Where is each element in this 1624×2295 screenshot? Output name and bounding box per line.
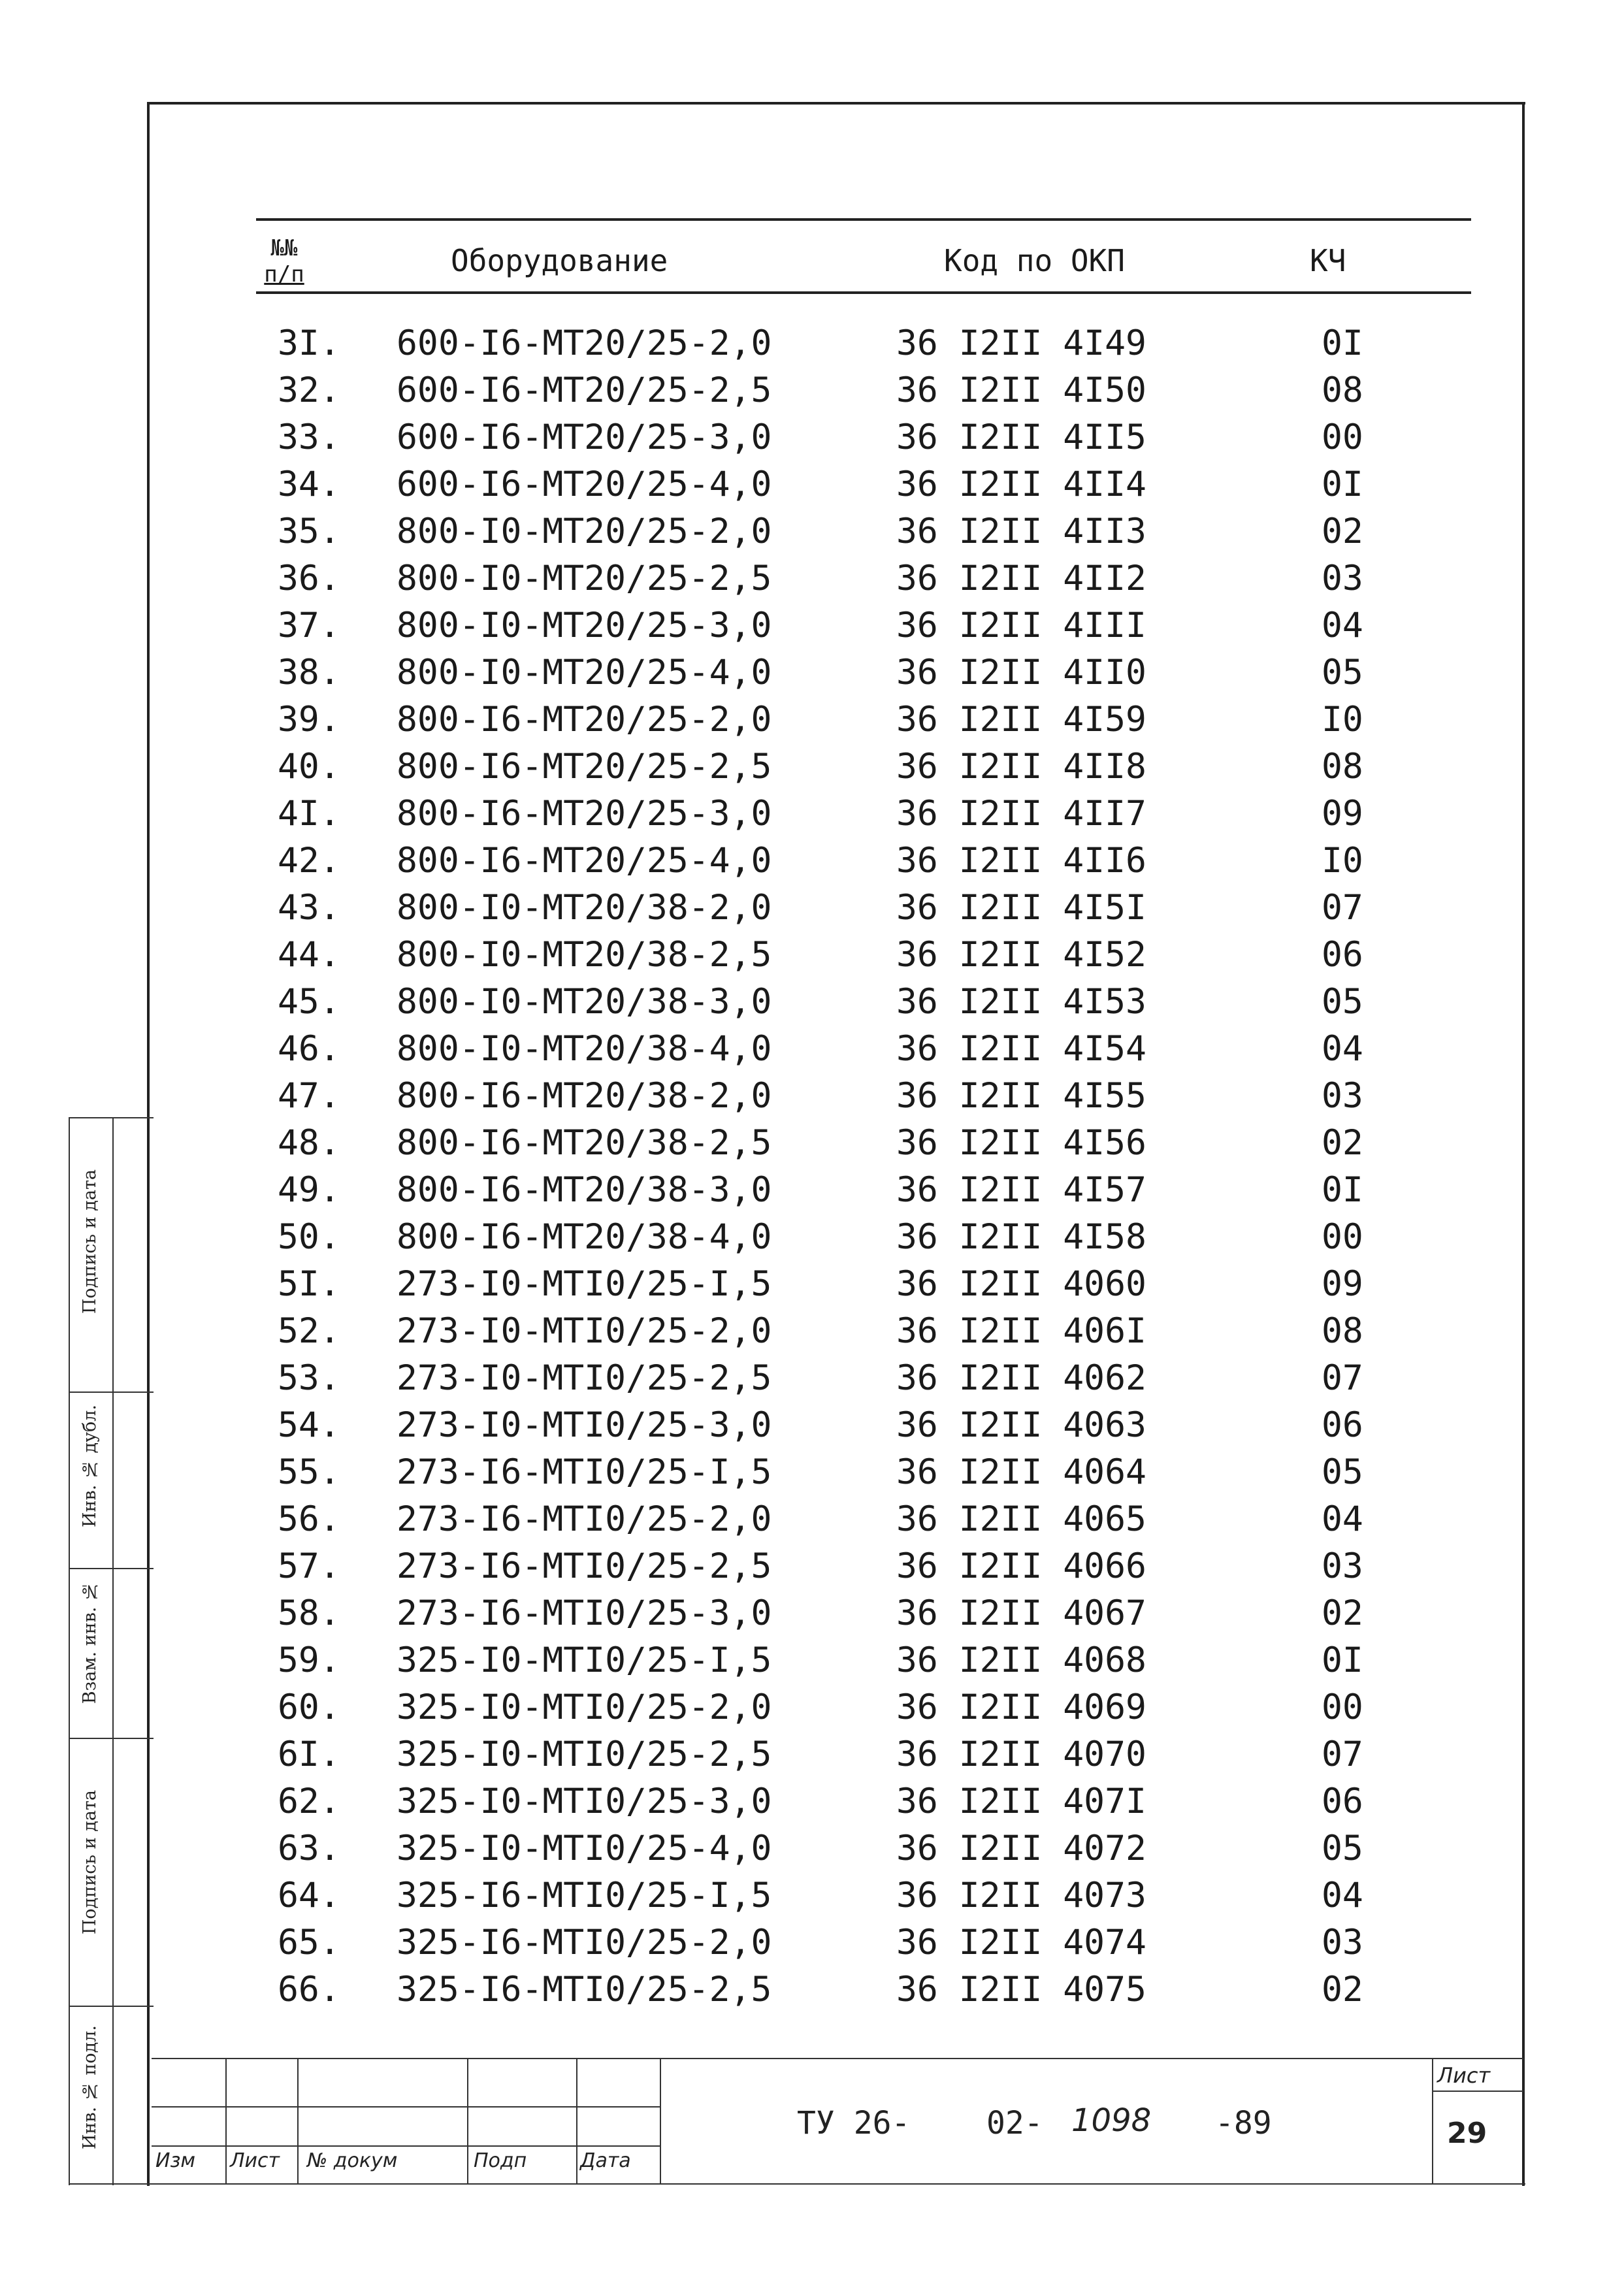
table-row bbox=[0, 790, 1624, 838]
table-row bbox=[0, 367, 1624, 414]
row-okp-code: 36 I2II 4072 bbox=[896, 1829, 1146, 1868]
row-equipment: 800-I6-МТ20/38-2,5 bbox=[397, 1123, 772, 1163]
row-kch: 03 bbox=[1322, 1923, 1363, 1962]
row-equipment: 800-I0-МТ20/25-2,0 bbox=[397, 512, 772, 551]
row-equipment: 800-I6-МТ20/25-3,0 bbox=[397, 794, 772, 834]
row-kch: 05 bbox=[1322, 1829, 1363, 1868]
header-number-top: №№ bbox=[270, 235, 298, 261]
stamp-inv-dubl: Инв. № дубл. bbox=[80, 1405, 100, 1527]
row-number: 36. bbox=[278, 559, 340, 598]
row-equipment: 800-I0-МТ20/25-4,0 bbox=[397, 653, 772, 692]
table-row bbox=[0, 1731, 1624, 1778]
row-kch: 04 bbox=[1322, 1029, 1363, 1069]
row-okp-code: 36 I2II 4I59 bbox=[896, 700, 1146, 740]
row-number: 64. bbox=[278, 1876, 340, 1915]
row-kch: 08 bbox=[1322, 1311, 1363, 1351]
row-okp-code: 36 I2II 4I58 bbox=[896, 1217, 1146, 1257]
title-col-doc: № докум bbox=[307, 2149, 398, 2172]
table-row bbox=[0, 1261, 1624, 1308]
designation-number: 1098 bbox=[1071, 2102, 1152, 2139]
row-equipment: 800-I6-МТ20/25-4,0 bbox=[397, 841, 772, 881]
row-number: 38. bbox=[278, 653, 340, 692]
table-row bbox=[0, 932, 1624, 979]
header-top-rule bbox=[256, 218, 1471, 221]
row-kch: 02 bbox=[1322, 512, 1363, 551]
table-row bbox=[0, 885, 1624, 932]
row-okp-code: 36 I2II 4II7 bbox=[896, 794, 1146, 834]
table-row bbox=[0, 1402, 1624, 1449]
designation-prefix: ТУ 26- bbox=[797, 2105, 911, 2141]
table-row bbox=[0, 320, 1624, 367]
row-number: 40. bbox=[278, 747, 340, 787]
row-kch: 02 bbox=[1322, 1123, 1363, 1163]
row-equipment: 800-I0-МТ20/38-2,5 bbox=[397, 935, 772, 975]
row-okp-code: 36 I2II 4I54 bbox=[896, 1029, 1146, 1069]
row-number: 65. bbox=[278, 1923, 340, 1962]
row-equipment: 800-I6-МТ20/38-3,0 bbox=[397, 1170, 772, 1210]
row-okp-code: 36 I2II 4060 bbox=[896, 1264, 1146, 1304]
table-row bbox=[0, 1590, 1624, 1637]
row-number: 58. bbox=[278, 1593, 340, 1633]
row-equipment: 325-I0-МТI0/25-I,5 bbox=[397, 1640, 772, 1680]
row-okp-code: 36 I2II 4II0 bbox=[896, 653, 1146, 692]
row-number: 39. bbox=[278, 700, 340, 740]
table-row bbox=[0, 649, 1624, 696]
row-okp-code: 36 I2II 4I5I bbox=[896, 888, 1146, 928]
stamp-inv-podl: Инв. № подл. bbox=[80, 2025, 100, 2150]
row-equipment: 325-I0-МТI0/25-4,0 bbox=[397, 1829, 772, 1868]
table-row bbox=[0, 1449, 1624, 1496]
row-kch: 02 bbox=[1322, 1593, 1363, 1633]
row-equipment: 325-I6-МТI0/25-2,0 bbox=[397, 1923, 772, 1962]
row-number: 63. bbox=[278, 1829, 340, 1868]
header-code: Код по ОКП bbox=[944, 243, 1125, 278]
row-equipment: 800-I6-МТ20/38-4,0 bbox=[397, 1217, 772, 1257]
row-kch: 00 bbox=[1322, 1217, 1363, 1257]
row-okp-code: 36 I2II 4II6 bbox=[896, 841, 1146, 881]
row-kch: 00 bbox=[1322, 417, 1363, 457]
table-row bbox=[0, 1026, 1624, 1073]
row-number: 60. bbox=[278, 1687, 340, 1727]
row-kch: 07 bbox=[1322, 888, 1363, 928]
row-equipment: 600-I6-МТ20/25-4,0 bbox=[397, 464, 772, 504]
row-equipment: 800-I6-МТ20/25-2,0 bbox=[397, 700, 772, 740]
row-okp-code: 36 I2II 4II3 bbox=[896, 512, 1146, 551]
row-okp-code: 36 I2II 4I52 bbox=[896, 935, 1146, 975]
table-row bbox=[0, 508, 1624, 555]
row-number: 32. bbox=[278, 370, 340, 410]
row-kch: 00 bbox=[1322, 1687, 1363, 1727]
sheet-label: Лист bbox=[1437, 2063, 1491, 2088]
stamp-divider bbox=[69, 1117, 154, 1118]
row-kch: 06 bbox=[1322, 935, 1363, 975]
stamp-strip-inner-line bbox=[112, 1117, 114, 2185]
row-okp-code: 36 I2II 4II8 bbox=[896, 747, 1146, 787]
table-row bbox=[0, 979, 1624, 1026]
title-col-list: Лист bbox=[230, 2149, 280, 2172]
row-kch: 03 bbox=[1322, 559, 1363, 598]
header-number-bottom: п/п bbox=[264, 261, 304, 287]
row-number: 34. bbox=[278, 464, 340, 504]
row-number: 66. bbox=[278, 1970, 340, 2010]
row-number: 49. bbox=[278, 1170, 340, 1210]
sheet-number: 29 bbox=[1447, 2117, 1487, 2150]
row-okp-code: 36 I2II 406I bbox=[896, 1311, 1146, 1351]
row-kch: 08 bbox=[1322, 370, 1363, 410]
table-row bbox=[0, 1308, 1624, 1355]
table-row bbox=[0, 1637, 1624, 1684]
row-equipment: 325-I6-МТI0/25-I,5 bbox=[397, 1876, 772, 1915]
row-equipment: 273-I6-МТI0/25-2,5 bbox=[397, 1546, 772, 1586]
table-row bbox=[0, 696, 1624, 743]
row-okp-code: 36 I2II 4I56 bbox=[896, 1123, 1146, 1163]
row-kch: 05 bbox=[1322, 982, 1363, 1022]
row-kch: 06 bbox=[1322, 1405, 1363, 1445]
row-equipment: 325-I0-МТI0/25-2,0 bbox=[397, 1687, 772, 1727]
row-kch: 0I bbox=[1322, 1170, 1363, 1210]
row-number: 46. bbox=[278, 1029, 340, 1069]
equipment-table-body bbox=[0, 320, 1624, 2013]
row-number: 59. bbox=[278, 1640, 340, 1680]
row-equipment: 273-I0-МТI0/25-2,5 bbox=[397, 1358, 772, 1398]
stamp-strip-outer-line bbox=[69, 1117, 70, 2185]
table-row bbox=[0, 414, 1624, 461]
row-number: 42. bbox=[278, 841, 340, 881]
row-okp-code: 36 I2II 4I49 bbox=[896, 323, 1146, 363]
row-number: 48. bbox=[278, 1123, 340, 1163]
row-okp-code: 36 I2II 407I bbox=[896, 1782, 1146, 1821]
row-number: 37. bbox=[278, 606, 340, 645]
row-equipment: 800-I0-МТ20/25-2,5 bbox=[397, 559, 772, 598]
table-row bbox=[0, 838, 1624, 885]
row-kch: 05 bbox=[1322, 653, 1363, 692]
row-okp-code: 36 I2II 4I57 bbox=[896, 1170, 1146, 1210]
row-number: 54. bbox=[278, 1405, 340, 1445]
row-equipment: 800-I0-МТ20/25-3,0 bbox=[397, 606, 772, 645]
row-number: 47. bbox=[278, 1076, 340, 1116]
row-number: 45. bbox=[278, 982, 340, 1022]
table-row bbox=[0, 1167, 1624, 1214]
stamp-divider bbox=[69, 1568, 154, 1569]
row-equipment: 800-I6-МТ20/25-2,5 bbox=[397, 747, 772, 787]
row-equipment: 325-I0-МТI0/25-3,0 bbox=[397, 1782, 772, 1821]
table-row bbox=[0, 743, 1624, 790]
row-number: 50. bbox=[278, 1217, 340, 1257]
table-row bbox=[0, 1355, 1624, 1402]
row-kch: 06 bbox=[1322, 1782, 1363, 1821]
row-equipment: 800-I6-МТ20/38-2,0 bbox=[397, 1076, 772, 1116]
header-kch: КЧ bbox=[1310, 243, 1346, 278]
frame-top-line bbox=[147, 102, 1525, 105]
row-number: 55. bbox=[278, 1452, 340, 1492]
row-okp-code: 36 I2II 4075 bbox=[896, 1970, 1146, 2010]
title-col-izm: Изм bbox=[155, 2149, 196, 2172]
row-number: 6I. bbox=[278, 1734, 340, 1774]
row-kch: 0I bbox=[1322, 464, 1363, 504]
row-kch: 07 bbox=[1322, 1358, 1363, 1398]
row-okp-code: 36 I2II 4066 bbox=[896, 1546, 1146, 1586]
frame-bottom-line bbox=[69, 2183, 1525, 2185]
row-okp-code: 36 I2II 4074 bbox=[896, 1923, 1146, 1962]
row-okp-code: 36 I2II 4I53 bbox=[896, 982, 1146, 1022]
row-okp-code: 36 I2II 4068 bbox=[896, 1640, 1146, 1680]
row-kch: 04 bbox=[1322, 1876, 1363, 1915]
row-equipment: 800-I0-МТ20/38-4,0 bbox=[397, 1029, 772, 1069]
row-number: 62. bbox=[278, 1782, 340, 1821]
row-okp-code: 36 I2II 4073 bbox=[896, 1876, 1146, 1915]
row-kch: 04 bbox=[1322, 1499, 1363, 1539]
table-row bbox=[0, 1543, 1624, 1590]
row-equipment: 273-I0-МТI0/25-3,0 bbox=[397, 1405, 772, 1445]
row-equipment: 325-I0-МТI0/25-2,5 bbox=[397, 1734, 772, 1774]
row-okp-code: 36 I2II 4070 bbox=[896, 1734, 1146, 1774]
row-equipment: 325-I6-МТI0/25-2,5 bbox=[397, 1970, 772, 2010]
title-col-podp: Подп bbox=[474, 2149, 527, 2172]
row-okp-code: 36 I2II 4069 bbox=[896, 1687, 1146, 1727]
row-equipment: 800-I0-МТ20/38-3,0 bbox=[397, 982, 772, 1022]
table-row bbox=[0, 1778, 1624, 1825]
row-kch: 03 bbox=[1322, 1546, 1363, 1586]
row-kch: 04 bbox=[1322, 606, 1363, 645]
row-number: 57. bbox=[278, 1546, 340, 1586]
row-kch: 0I bbox=[1322, 1640, 1363, 1680]
row-okp-code: 36 I2II 4063 bbox=[896, 1405, 1146, 1445]
row-number: 5I. bbox=[278, 1264, 340, 1304]
row-number: 3I. bbox=[278, 323, 340, 363]
table-row bbox=[0, 1872, 1624, 1919]
row-okp-code: 36 I2II 4064 bbox=[896, 1452, 1146, 1492]
row-equipment: 273-I6-МТI0/25-2,0 bbox=[397, 1499, 772, 1539]
row-kch: 02 bbox=[1322, 1970, 1363, 2010]
stamp-signature-date-1: Подпись и дата bbox=[80, 1169, 100, 1314]
table-row bbox=[0, 602, 1624, 649]
row-number: 56. bbox=[278, 1499, 340, 1539]
stamp-vzam-inv: Взам. инв. № bbox=[80, 1581, 100, 1704]
row-number: 52. bbox=[278, 1311, 340, 1351]
table-row bbox=[0, 1073, 1624, 1120]
row-kch: 07 bbox=[1322, 1734, 1363, 1774]
row-okp-code: 36 I2II 4067 bbox=[896, 1593, 1146, 1633]
stamp-signature-date-2: Подпись и дата bbox=[80, 1790, 100, 1935]
table-row bbox=[0, 1214, 1624, 1261]
row-equipment: 273-I6-МТI0/25-I,5 bbox=[397, 1452, 772, 1492]
row-kch: I0 bbox=[1322, 841, 1363, 881]
stamp-divider bbox=[69, 1392, 154, 1393]
stamp-divider bbox=[69, 2006, 154, 2007]
designation-part2: 02- bbox=[986, 2105, 1043, 2141]
row-okp-code: 36 I2II 4II2 bbox=[896, 559, 1146, 598]
table-row bbox=[0, 1825, 1624, 1872]
row-number: 35. bbox=[278, 512, 340, 551]
table-row bbox=[0, 1966, 1624, 2013]
row-kch: 05 bbox=[1322, 1452, 1363, 1492]
row-number: 44. bbox=[278, 935, 340, 975]
row-kch: 03 bbox=[1322, 1076, 1363, 1116]
row-number: 33. bbox=[278, 417, 340, 457]
table-row bbox=[0, 1496, 1624, 1543]
title-col-date: Дата bbox=[580, 2149, 631, 2172]
row-equipment: 800-I0-МТ20/38-2,0 bbox=[397, 888, 772, 928]
row-kch: 08 bbox=[1322, 747, 1363, 787]
row-equipment: 600-I6-МТ20/25-3,0 bbox=[397, 417, 772, 457]
row-equipment: 600-I6-МТ20/25-2,0 bbox=[397, 323, 772, 363]
row-okp-code: 36 I2II 4II5 bbox=[896, 417, 1146, 457]
row-equipment: 273-I0-МТI0/25-I,5 bbox=[397, 1264, 772, 1304]
header-bottom-rule bbox=[256, 291, 1471, 294]
row-kch: 09 bbox=[1322, 794, 1363, 834]
header-number-column bbox=[255, 235, 314, 287]
stamp-divider bbox=[69, 1738, 154, 1739]
row-okp-code: 36 I2II 4I55 bbox=[896, 1076, 1146, 1116]
table-row bbox=[0, 1919, 1624, 1966]
row-kch: 09 bbox=[1322, 1264, 1363, 1304]
row-equipment: 600-I6-МТ20/25-2,5 bbox=[397, 370, 772, 410]
row-equipment: 273-I6-МТI0/25-3,0 bbox=[397, 1593, 772, 1633]
header-equipment: Оборудование bbox=[451, 243, 668, 278]
table-row bbox=[0, 461, 1624, 508]
row-number: 4I. bbox=[278, 794, 340, 834]
row-kch: 0I bbox=[1322, 323, 1363, 363]
row-number: 43. bbox=[278, 888, 340, 928]
row-okp-code: 36 I2II 4II4 bbox=[896, 464, 1146, 504]
row-okp-code: 36 I2II 4062 bbox=[896, 1358, 1146, 1398]
row-equipment: 273-I0-МТI0/25-2,0 bbox=[397, 1311, 772, 1351]
designation-year: -89 bbox=[1215, 2105, 1272, 2141]
row-okp-code: 36 I2II 4065 bbox=[896, 1499, 1146, 1539]
row-kch: I0 bbox=[1322, 700, 1363, 740]
row-okp-code: 36 I2II 4III bbox=[896, 606, 1146, 645]
table-row bbox=[0, 555, 1624, 602]
table-row bbox=[0, 1120, 1624, 1167]
table-row bbox=[0, 1684, 1624, 1731]
row-number: 53. bbox=[278, 1358, 340, 1398]
row-okp-code: 36 I2II 4I50 bbox=[896, 370, 1146, 410]
